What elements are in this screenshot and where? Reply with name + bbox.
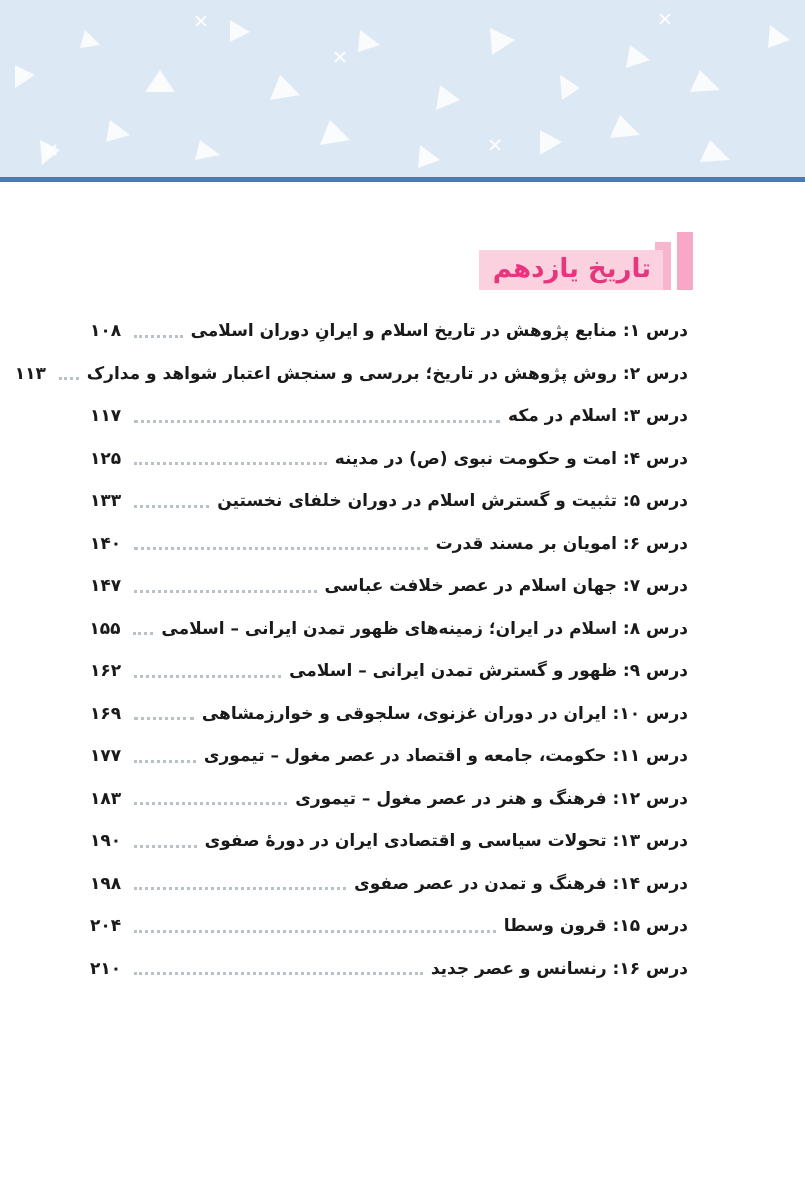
section-heading	[433, 232, 693, 290]
toc-lesson-title: درس ۱: منابع پژوهش در تاریخ اسلام و ایرانِ دوران اسلامی	[190, 321, 688, 342]
toc-page-number: ۱۴۰	[90, 533, 122, 554]
toc-page-number: ۱۷۷	[90, 746, 122, 767]
toc-row[interactable]	[90, 905, 688, 948]
toc-page-number: ۱۵۵	[89, 618, 121, 639]
triangle-pattern	[0, 0, 805, 178]
leader-dots	[134, 335, 183, 338]
toc-row[interactable]	[90, 608, 688, 651]
toc-lesson-title: درس ۲: روش پژوهش در تاریخ؛ بررسی و سنجش اعتبار شواهد و مدارک	[86, 363, 688, 384]
toc-page-number: ۲۰۴	[90, 916, 122, 937]
toc-row[interactable]	[90, 565, 688, 608]
leader-dots	[134, 547, 428, 550]
toc-lesson-title: درس ۱۵: قرون وسطا	[503, 916, 688, 937]
leader-dots	[134, 845, 197, 848]
toc-row[interactable]	[90, 778, 688, 821]
toc-page-number: ۱۰۸	[90, 321, 122, 342]
toc-row[interactable]	[14, 353, 688, 396]
leader-dots	[134, 675, 281, 678]
banner-divider	[0, 177, 805, 182]
toc-page-number: ۲۱۰	[90, 958, 122, 979]
leader-dots	[134, 760, 196, 763]
heading-accent-bar	[677, 232, 693, 290]
leader-dots	[134, 887, 346, 890]
toc-row[interactable]	[90, 395, 688, 438]
toc-page-number: ۱۱۳	[14, 363, 46, 384]
leader-dots	[134, 972, 423, 975]
toc-lesson-title: درس ۱۲: فرهنگ و هنر در عصر مغول – تیموری	[295, 788, 688, 809]
toc-lesson-title: درس ۱۴: فرهنگ و تمدن در عصر صفوی	[354, 873, 688, 894]
toc-lesson-title: درس ۱۱: حکومت، جامعه و اقتصاد در عصر مغول – تیموری	[203, 746, 688, 767]
toc-row[interactable]	[90, 310, 688, 353]
leader-dots	[134, 590, 317, 593]
toc-lesson-title: درس ۱۶: رنسانس و عصر جدید	[430, 958, 688, 979]
toc-page-number: ۱۴۷	[90, 576, 122, 597]
leader-dots	[134, 505, 209, 508]
toc-lesson-title: درس ۷: جهان اسلام در عصر خلافت عباسی	[324, 576, 688, 597]
toc-page-number: ۱۸۳	[90, 788, 122, 809]
leader-dots	[134, 802, 287, 805]
toc-lesson-title: درس ۴: امت و حکومت نبوی (ص) در مدینه	[334, 448, 688, 469]
leader-dots	[134, 420, 500, 423]
toc-page-number: ۱۶۲	[90, 661, 122, 682]
toc-row[interactable]	[90, 735, 688, 778]
toc-page-number: ۱۶۹	[90, 703, 122, 724]
toc-lesson-title: درس ۵: تثبیت و گسترش اسلام در دوران خلفای نخستین	[217, 491, 688, 512]
toc-row[interactable]	[90, 650, 688, 693]
toc-row[interactable]	[90, 693, 688, 736]
toc-lesson-title: درس ۳: اسلام در مکه	[508, 406, 688, 427]
leader-dots	[133, 632, 153, 635]
toc-page-number: ۱۹۰	[90, 831, 122, 852]
toc-row[interactable]	[90, 438, 688, 481]
toc-lesson-title: درس ۶: امویان بر مسند قدرت	[435, 533, 688, 554]
header-banner	[0, 0, 805, 178]
leader-dots	[134, 717, 194, 720]
toc-lesson-title: درس ۸: اسلام در ایران؛ زمینه‌های ظهور تمدن ایرانی – اسلامی	[161, 618, 688, 639]
toc-page-number: ۱۱۷	[90, 406, 122, 427]
toc-row[interactable]	[90, 948, 688, 991]
toc-row[interactable]	[90, 523, 688, 566]
leader-dots	[134, 930, 496, 933]
toc-row[interactable]	[90, 863, 688, 906]
toc-page-number: ۱۹۸	[90, 873, 122, 894]
toc-row[interactable]	[90, 820, 688, 863]
toc-row[interactable]	[90, 480, 688, 523]
section-title: تاریخ یازدهم	[479, 250, 663, 290]
toc-lesson-title: درس ۱۰: ایران در دوران غزنوی، سلجوقی و خوارزمشاهی	[201, 703, 688, 724]
toc-page-number: ۱۳۳	[90, 491, 122, 512]
leader-dots	[134, 462, 327, 465]
leader-dots	[59, 377, 79, 380]
toc-lesson-title: درس ۹: ظهور و گسترش تمدن ایرانی – اسلامی	[289, 661, 688, 682]
toc-lesson-title: درس ۱۳: تحولات سیاسی و اقتصادی ایران در دورهٔ صفوی	[204, 831, 688, 852]
toc-page-number: ۱۲۵	[90, 448, 122, 469]
table-of-contents	[14, 310, 688, 990]
